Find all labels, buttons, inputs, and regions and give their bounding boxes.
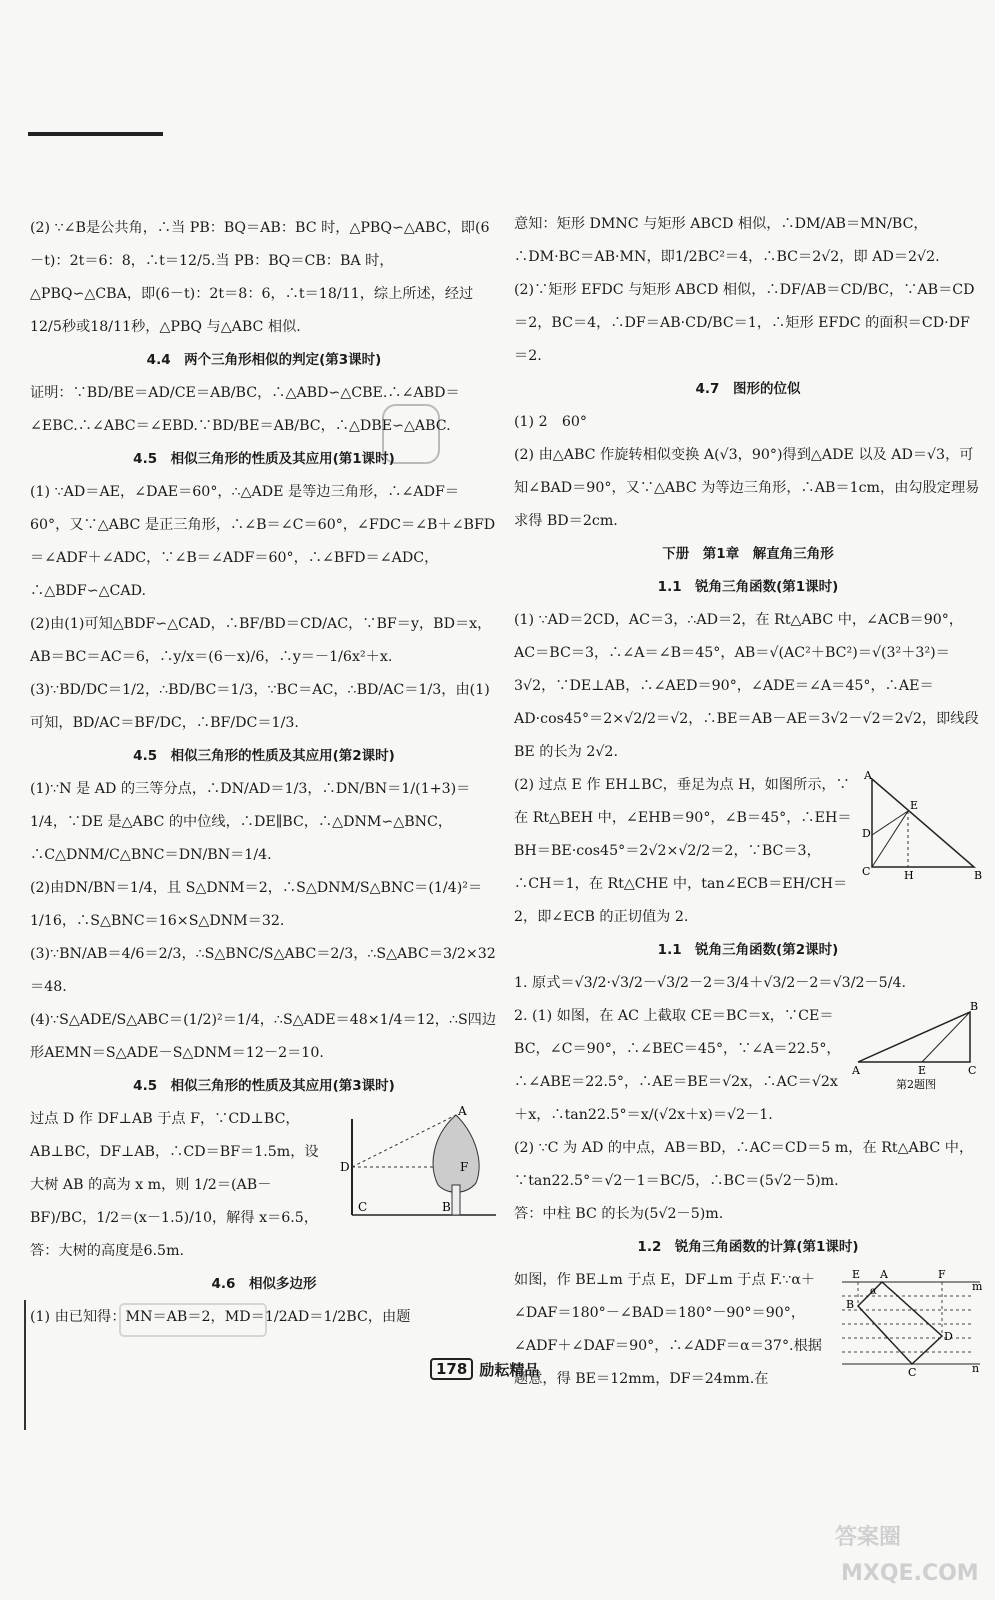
label-a: A [852,1064,860,1077]
left-rule [24,1300,26,1430]
section-heading: 1.1 锐角三角函数(第2课时) [657,942,839,958]
label-c: C [968,1064,977,1077]
label-alpha: α [870,1286,877,1297]
watermark-logo [831,1510,981,1590]
top-rule [28,132,163,136]
paragraph: (2)由(1)可知△BDF∽△CAD，∴BF/BD＝CD/AC，∵BF＝y，BD＝x，AB＝BC＝AC＝6，∴y/x＝(6－x)/6，∴y＝－1/6x²＋x. [30,616,492,665]
right-triangle-figure [862,771,982,881]
brand-name: 励耘精品 [479,1360,540,1379]
paragraph: 1. 原式＝√3/2·√3/2－√3/2－2＝3/4＋√3/2－2＝√3/2－5/4. [514,975,907,991]
label-b: B [846,1298,855,1311]
right-column [514,208,982,1396]
label-a: A [458,1105,467,1118]
faded-stamp [118,1300,268,1340]
paragraph: (3)∵BD/DC＝1/2，∴BD/BC＝1/3，∵BC＝AC，∴BD/AC＝1/3，由(1)可知，BD/AC＝BF/DC，∴BF/DC＝1/3. [30,682,490,731]
label-b: B [970,1002,979,1013]
paragraph: (2) 由△ABC 作旋转相似变换 A(√3，90°)得到△ADE 以及 AD＝√3，可知∠BAD＝90°，又∵△ABC 为等边三角形，∴AB＝1cm，由勾股定理易求得 BD＝2cm. [514,447,980,529]
section-heading: 4.4 两个三角形相似的判定(第3课时) [146,352,382,368]
section-heading: 1.1 锐角三角函数(第1课时) [657,579,839,595]
label-d: D [862,827,871,840]
label-e: E [910,799,919,812]
label-m: m [972,1280,982,1293]
paragraph: 证明：∵BD/BE＝AD/CE＝AB/BC，∴△ABD∽△CBE.∴∠ABD＝∠EBC.∴∠ABC＝∠EBD.∵BD/BE＝AB/BC，∴△DBE∽△ABC. [30,385,460,434]
label-e: E [918,1064,927,1077]
label-a: A [864,771,872,782]
page-number: 178 [430,1358,473,1380]
paragraph: (1)∵N 是 AD 的三等分点，∴DN/AD＝1/3，∴DN/BN＝1/(1+3)＝1/4，∵DE 是△ABC 的中位线，∴DE∥BC，∴△DNM∽△BNC，∴C△DNM/C△BNC＝DN/BN＝1/4. [30,781,471,863]
figure-caption: 第2题图 [896,1078,936,1090]
paragraph: 答：中柱 BC 的长为(5√2－5)m. [514,1206,724,1222]
section-heading: 4.6 相似多边形 [211,1276,317,1292]
paragraph: (1) 2 60° [514,414,587,430]
label-d: D [340,1160,350,1174]
paragraph: 2. (1) 如图，在 AC 上截取 CE＝BC＝x，∵CE＝BC，∠C＝90°，∴∠BEC＝45°，∵∠A＝22.5°，∴∠ABE＝22.5°，∴AE＝BE＝√2x，∴AC＝√2x＋x，∴tan22.5°＝x/(√2x＋x)＝√2－1. [514,1008,841,1123]
watermark-url: MXQE.COM [841,1561,979,1586]
label-b: B [974,869,982,881]
label-n: n [972,1362,980,1375]
chapter-heading: 下册 第1章 解直角三角形 [662,546,834,562]
triangle-2-figure [852,1002,982,1090]
label-c: C [358,1200,368,1214]
left-column [30,212,498,1334]
label-a: A [880,1268,888,1281]
paragraph: 意知：矩形 DMNC 与矩形 ABCD 相似，∴DM/AB＝MN/BC，∴DM·BC＝AB·MN，即1/2BC²＝4，∴BC＝2√2，即 AD＝2√2. [514,216,940,265]
paragraph: (4)∵S△ADE/S△ABC＝(1/2)²＝1/4，∴S△ADE＝48×1/4＝12，∴S四边形AEMN＝S△ADE－S△DNM＝12－2＝10. [30,1012,497,1061]
section-heading: 4.5 相似三角形的性质及其应用(第3课时) [133,1078,395,1094]
paragraph: 过点 D 作 DF⊥AB 于点 F，∵CD⊥BC，AB⊥BC，DF⊥AB，∴CD＝BF＝1.5m，设大树 AB 的高为 x m，则 1/2＝(AB－BF)/BC，1/2＝(x－1.5)/10，解得 x＝6.5，答：大树的高度是6.5m. [30,1111,319,1259]
label-d: D [944,1330,953,1343]
paragraph: (2)∵矩形 EFDC 与矩形 ABCD 相似，∴DF/AB＝CD/BC，∵AB＝CD＝2，BC＝4，∴DF＝AB·CD/BC＝1，∴矩形 EFDC 的面积＝CD·DF＝2. [514,282,975,364]
paragraph: (1) ∵AD＝AE，∠DAE＝60°，∴△ADE 是等边三角形，∴∠ADF＝60°，又∵△ABC 是正三角形，∴∠B＝∠C＝60°，∠FDC＝∠B＋∠BFD＝∠ADF＋∠ADC，∵∠B＝∠ADF＝60°，∴∠BFD＝∠ADC，∴△BDF∽△CAD. [30,484,496,599]
paragraph: (1) 由已知得：MN＝AB＝2，MD＝1/2AD＝1/2BC，由题 [30,1309,411,1325]
page-footer [430,1356,570,1382]
label-f: F [460,1160,469,1174]
section-heading: 4.5 相似三角形的性质及其应用(第1课时) [133,451,395,467]
label-f: F [938,1268,946,1281]
paragraph: (3)∵BN/AB＝4/6＝2/3，∴S△BNC/S△ABC＝2/3，∴S△ABC＝3/2×32＝48. [30,946,496,995]
label-h: H [904,869,914,881]
paragraph: (2) 过点 E 作 EH⊥BC，垂足为点 H，如图所示，∵在 Rt△BEH 中，∠EHB＝90°，∠B＝45°，∴EH＝BH＝BE·cos45°＝2√2×√2/2＝2，∵BC＝3，∴CH＝1，在 Rt△CHE 中，tan∠ECB＝EH/CH＝2，即∠ECB 的正切值为 2. [514,777,852,925]
parallel-lines-figure [832,1266,982,1376]
label-b: B [442,1200,451,1214]
paragraph: (2)由DN/BN＝1/4，且 S△DNM＝2，∴S△DNM/S△BNC＝(1/4)²＝1/16，∴S△BNC＝16×S△DNM＝32. [30,880,483,929]
paragraph: (2) ∵∠B是公共角，∴当 PB：BQ＝AB：BC 时，△PBQ∽△ABC，即(6－t)：2t＝6：8，∴t＝12/5.当 PB：BQ＝CB：BA 时，△PBQ∽△CBA，即(6－t)：2t＝8：6，∴t＝18/11，综上所述，经过12/5秒或18/11秒，△PBQ 与△ABC 相似. [30,220,490,335]
tree-figure [338,1105,498,1225]
paragraph: 如图，作 BE⊥m 于点 E，DF⊥m 于点 F.∵α＋∠DAF＝180°－∠BAD＝180°－90°＝90°，∠ADF＋∠DAF＝90°，∴∠ADF＝α＝37°.根据题意，得 BE＝12mm，DF＝24mm.在 [514,1272,822,1387]
watermark-text: 答案圈 [835,1525,902,1550]
label-c: C [862,865,871,878]
section-heading: 4.7 图形的位似 [695,381,801,397]
paragraph: (1) ∵AD＝2CD，AC＝3，∴AD＝2，在 Rt△ABC 中，∠ACB＝90°，AC＝BC＝3，∴∠A＝∠B＝45°，AB＝√(AC²＋BC²)＝√(3²＋3²)＝3√2，∵DE⊥AB，∴∠AED＝90°，∠ADE＝∠A＝45°，∴AE＝AD·cos45°＝2×√2/2＝√2，∴BE＝AB－AE＝3√2－√2＝2√2，即线段 BE 的长为 2√2. [514,612,979,760]
label-e: E [852,1268,861,1281]
section-heading: 4.5 相似三角形的性质及其应用(第2课时) [133,748,395,764]
section-heading: 1.2 锐角三角函数的计算(第1课时) [637,1239,859,1255]
label-c: C [908,1366,917,1376]
paragraph: (2) ∵C 为 AD 的中点，AB＝BD，∴AC＝CD＝5 m，在 Rt△ABC 中，∵tan22.5°＝√2－1＝BC/5，∴BC＝(5√2－5)m. [514,1140,974,1189]
